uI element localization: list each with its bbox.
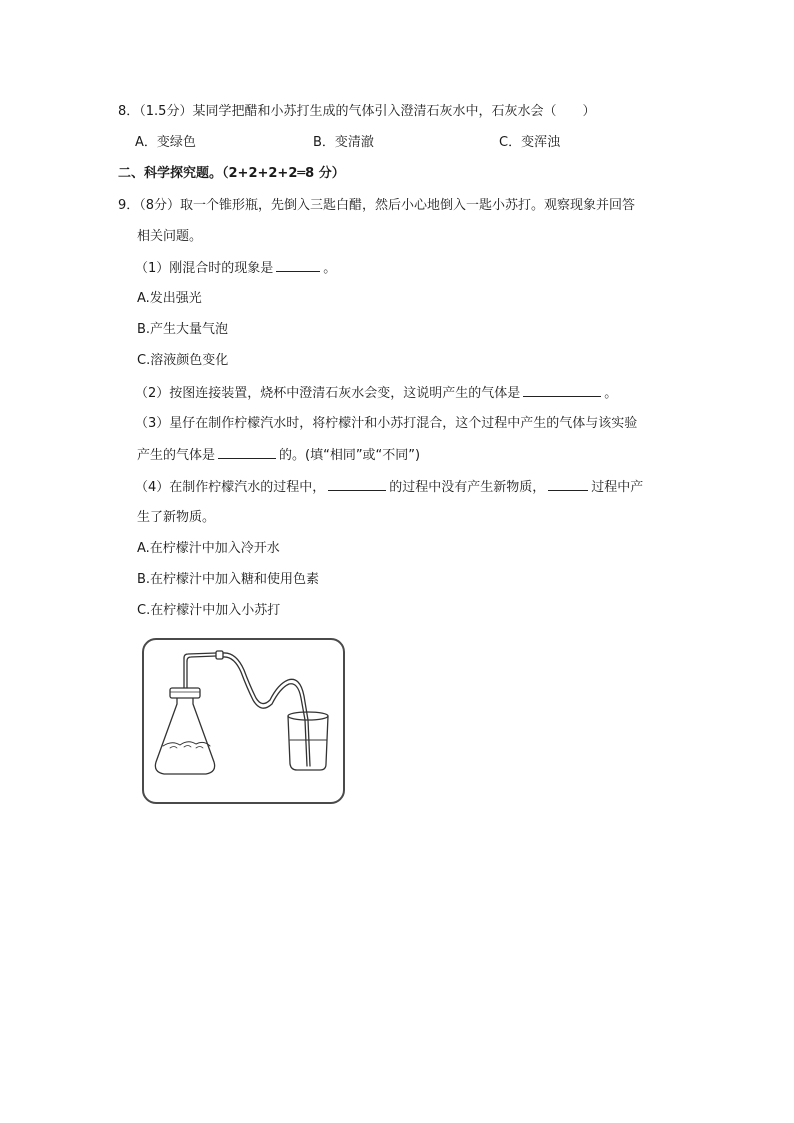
q9-sub3-line1: （3）星仔在制作柠檬汽水时，将柠檬汁和小苏打混合，这个过程中产生的气体与该实验 [135,416,638,431]
q9-sub1-blank[interactable] [276,259,320,272]
q9-sub3-line2 [137,446,420,465]
q9-sub3-end: 的。(填“相同”或“不同”) [279,448,421,463]
section-title: 二、科学探究题。（2+2+2+2═8 分） [118,166,345,181]
q9-sub4-option-b: B.在柠檬汁中加入糖和使用色素 [137,572,320,587]
q9-sub4-blank1[interactable] [328,478,386,491]
q9-sub4-blank2[interactable] [548,478,588,491]
q9-sub2-blank[interactable] [523,384,601,397]
q9-sub1-option-a: A.发出强光 [137,291,202,306]
q8-option-c: C．变浑浊 [499,135,561,150]
conical-flask [155,698,214,774]
q9-sub4-middle: 的过程中没有产生新物质， [389,480,546,495]
q9-sub3-text: 产生的气体是 [137,448,216,463]
q9-sub1-option-b: B.产生大量气泡 [137,322,229,337]
q8-stem: 8．（1.5分）某同学把醋和小苏打生成的气体引入澄清石灰水中，石灰水会（ ） [118,104,596,119]
q9-sub2 [135,384,617,403]
q9-stem-line2: 相关问题。 [137,229,203,244]
q9-sub4-end: 过程中产 [591,480,644,495]
q9-sub3-blank[interactable] [218,446,276,459]
q9-sub4-text: （4）在制作柠檬汽水的过程中， [135,480,326,495]
q8-option-a: A．变绿色 [135,135,196,150]
q9-sub4-line2: 生了新物质。 [137,510,216,525]
q9-sub1-text: （1）刚混合时的现象是 [135,261,274,276]
experiment-figure [142,638,345,804]
q9-sub4-option-a: A.在柠檬汁中加入冷开水 [137,541,280,556]
tube-connector [216,651,223,659]
apparatus-drawing [144,640,343,802]
flask-stopper [170,688,200,698]
q9-sub2-text: （2）按图连接装置，烧杯中澄清石灰水会变，这说明产生的气体是 [135,386,521,401]
q9-sub1 [135,259,336,278]
q9-stem-line1: 9．（8分）取一个锥形瓶，先倒入三匙白醋，然后小心地倒入一匙小苏打。观察现象并回答 [118,198,636,213]
q9-sub1-end: 。 [323,261,337,276]
q9-sub1-option-c: C.溶液颜色变化 [137,353,229,368]
q8-option-b: B．变清澈 [313,135,374,150]
q9-sub2-end: 。 [604,386,618,401]
q9-sub4-line1 [135,478,643,497]
q9-sub4-option-c: C.在柠檬汁中加入小苏打 [137,603,281,618]
